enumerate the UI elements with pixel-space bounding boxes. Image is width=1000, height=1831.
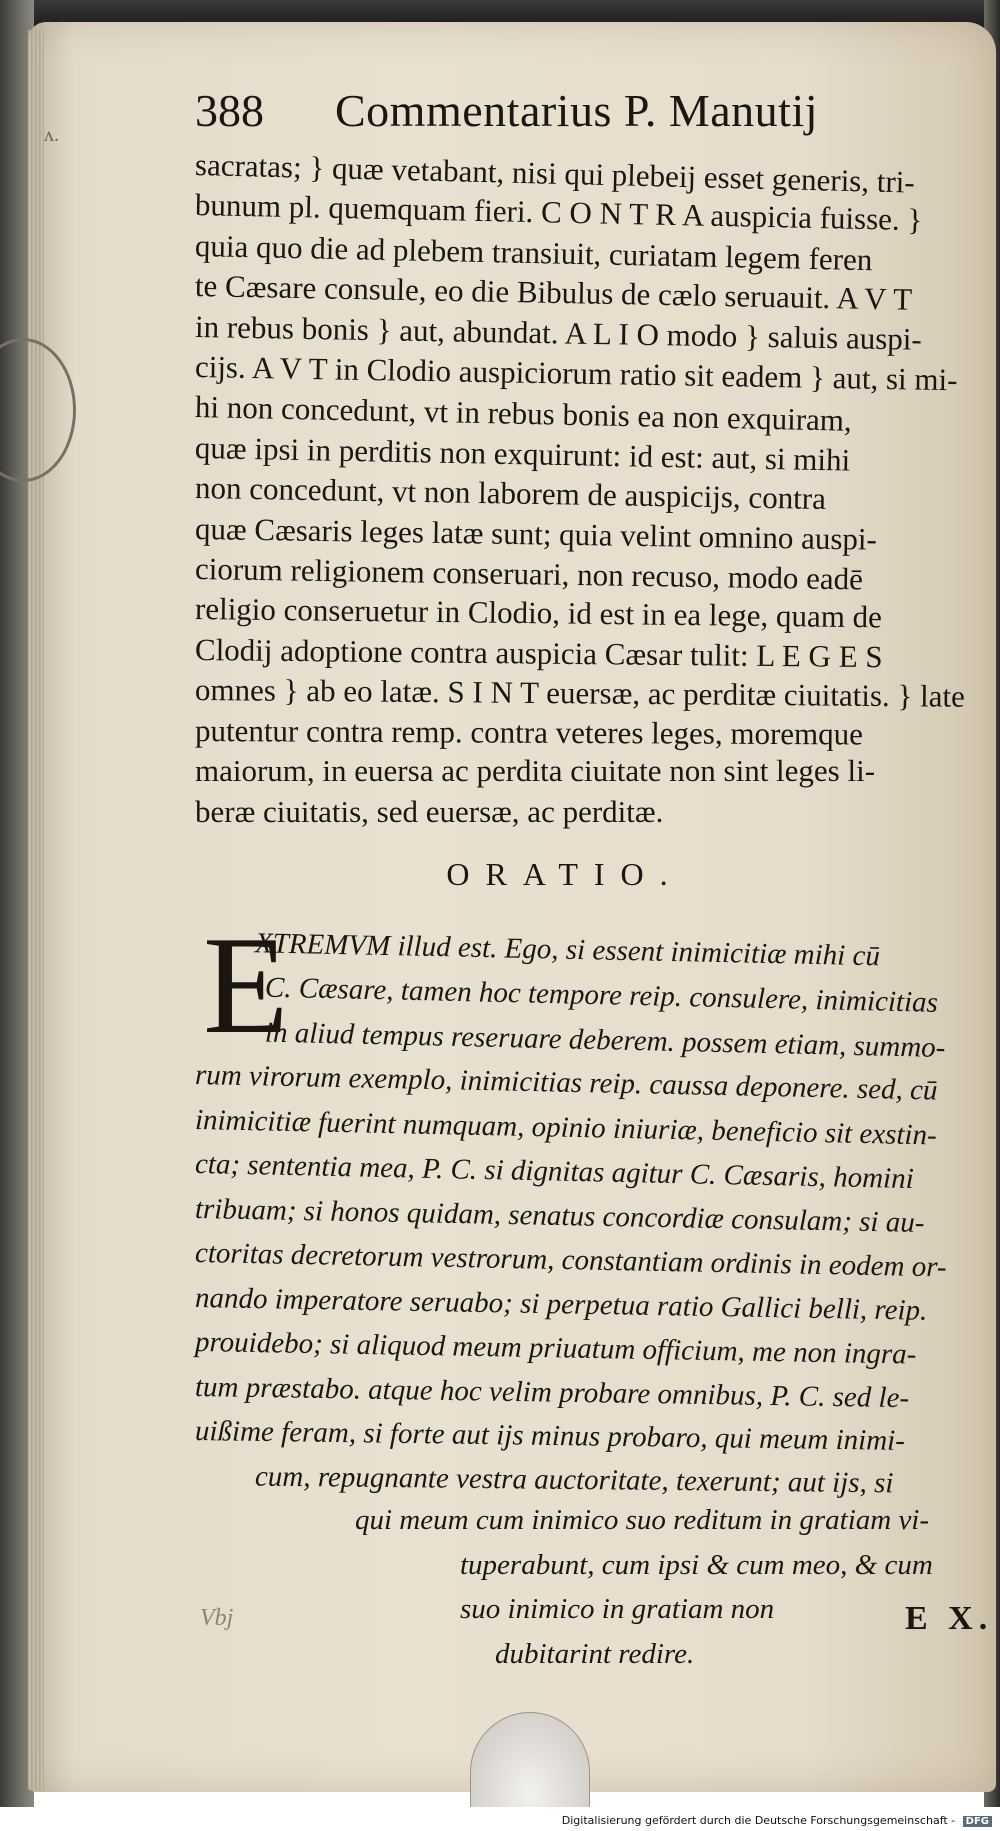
section-heading: ORATIO.	[446, 855, 684, 892]
oratio-block	[194, 907, 975, 1677]
oratio-line: dubitarint redire.	[495, 1637, 695, 1670]
credit-text: Digitalisierung gefördert durch die Deutsche Forschungsgemeinschaft -	[561, 1814, 956, 1827]
commentary-line: Clodij adoptione contra auspicia Cæsar tulit: L E G E S	[194, 631, 883, 675]
commentary-line: quia quo die ad plebem transiuit, curiatam legem feren	[194, 227, 873, 277]
commentary-line: omnes } ab eo latæ. S I N T euersæ, ac perditæ ciuitatis. } late	[194, 672, 966, 714]
drop-cap: E	[203, 907, 289, 1063]
oratio-line: prouidebo; si aliquod meum priuatum officium, me non ingra-	[194, 1326, 917, 1371]
margin-mark: ʌ.	[44, 124, 59, 146]
commentary-block	[195, 145, 975, 832]
oratio-line: tribuam; si honos quidam, senatus concordiæ consulam; si au-	[194, 1192, 925, 1239]
oratio-line: XTREMVM illud est. Ego, si essent inimicitiæ mihi cū	[254, 927, 881, 973]
commentary-line: maiorum, in euersa ac perdita ciuitate non sint leges li-	[195, 753, 876, 789]
commentary-line: bunum pl. quemquam fieri. C O N T R A auspicia fuisse. }	[194, 187, 923, 238]
oratio-line: in aliud tempus reseruare deberem. possem etiam, summo-	[264, 1016, 946, 1064]
oratio-line: suo inimico in gratiam non	[460, 1593, 775, 1626]
oratio-line: inimicitiæ fuerint numquam, opinio iniuriæ, beneficio sit exstin-	[194, 1103, 938, 1152]
commentary-line: in rebus bonis } aut, abundat. A L I O modo } saluis auspi-	[194, 308, 923, 357]
page-text	[195, 85, 975, 1676]
commentary-line: sacratas; } quæ vetabant, nisi qui plebeij esset generis, tri-	[194, 147, 916, 200]
stray-mark: Vbj	[200, 1605, 234, 1631]
commentary-line: te Cæsare consule, eo die Bibulus de cælo seruauit. A V T	[194, 268, 913, 317]
oratio-line: qui meum cum inimico suo reditum in gratiam vi-	[355, 1504, 930, 1537]
commentary-line: quæ Cæsaris leges latæ sunt; quia velint omnino auspi-	[194, 510, 878, 557]
oratio-line: cta; sententia mea, P. C. si dignitas agitur C. Cæsaris, homini	[194, 1148, 915, 1196]
page-header	[195, 85, 975, 145]
commentary-line: religio conseruetur in Clodio, id est in ea lege, quam de	[194, 591, 883, 635]
commentary-line: cijs. A V T in Clodio auspiciorum ratio sit eadem } aut, si mi-	[194, 349, 958, 398]
commentary-line: hi non concedunt, vt in rebus bonis ea non exquiram,	[194, 389, 853, 439]
running-head: Commentarius P. Manutij	[335, 85, 818, 136]
oratio-line: nando imperatore seruabo; si perpetua ratio Gallici belli, reip.	[194, 1281, 928, 1327]
page-number: 388	[195, 85, 264, 136]
page-stack-edge	[28, 30, 44, 1790]
credit-line	[562, 1814, 992, 1827]
oratio-line: C. Cæsare, tamen hoc tempore reip. consulere, inimicitias	[264, 971, 939, 1020]
oratio-line: cum, repugnante vestra auctoritate, texerunt; aut ijs, si	[254, 1460, 894, 1500]
credit-bar	[0, 1807, 1000, 1831]
commentary-line: quæ ipsi in perditis non exquirunt: id est: aut, si mihi	[194, 429, 851, 478]
dfg-logo: DFG	[963, 1816, 992, 1827]
commentary-line: non concedunt, vt non laborem de auspicijs, contra	[194, 470, 827, 517]
commentary-line: putentur contra remp. contra veteres leges, moremque	[194, 712, 864, 752]
catchword: E X.	[905, 1600, 994, 1637]
oratio-line: ctoritas decretorum vestrorum, constantiam ordinis in eodem or-	[194, 1237, 947, 1284]
oratio-line: tuperabunt, cum ipsi & cum meo, & cum	[460, 1548, 933, 1581]
commentary-line: ciorum religionem conseruari, non recuso, modo eadē	[194, 551, 864, 597]
oratio-line: tum præstabo. atque hoc velim probare omnibus, P. C. sed le-	[194, 1370, 910, 1415]
commentary-line: beræ ciuitatis, sed euersæ, ac perditæ.	[195, 793, 664, 829]
oratio-line: uißime feram, si forte aut ijs minus probaro, qui meum inimi-	[194, 1415, 906, 1458]
oratio-line: rum virorum exemplo, inimicitias reip. caussa deponere. sed, cū	[194, 1059, 938, 1107]
